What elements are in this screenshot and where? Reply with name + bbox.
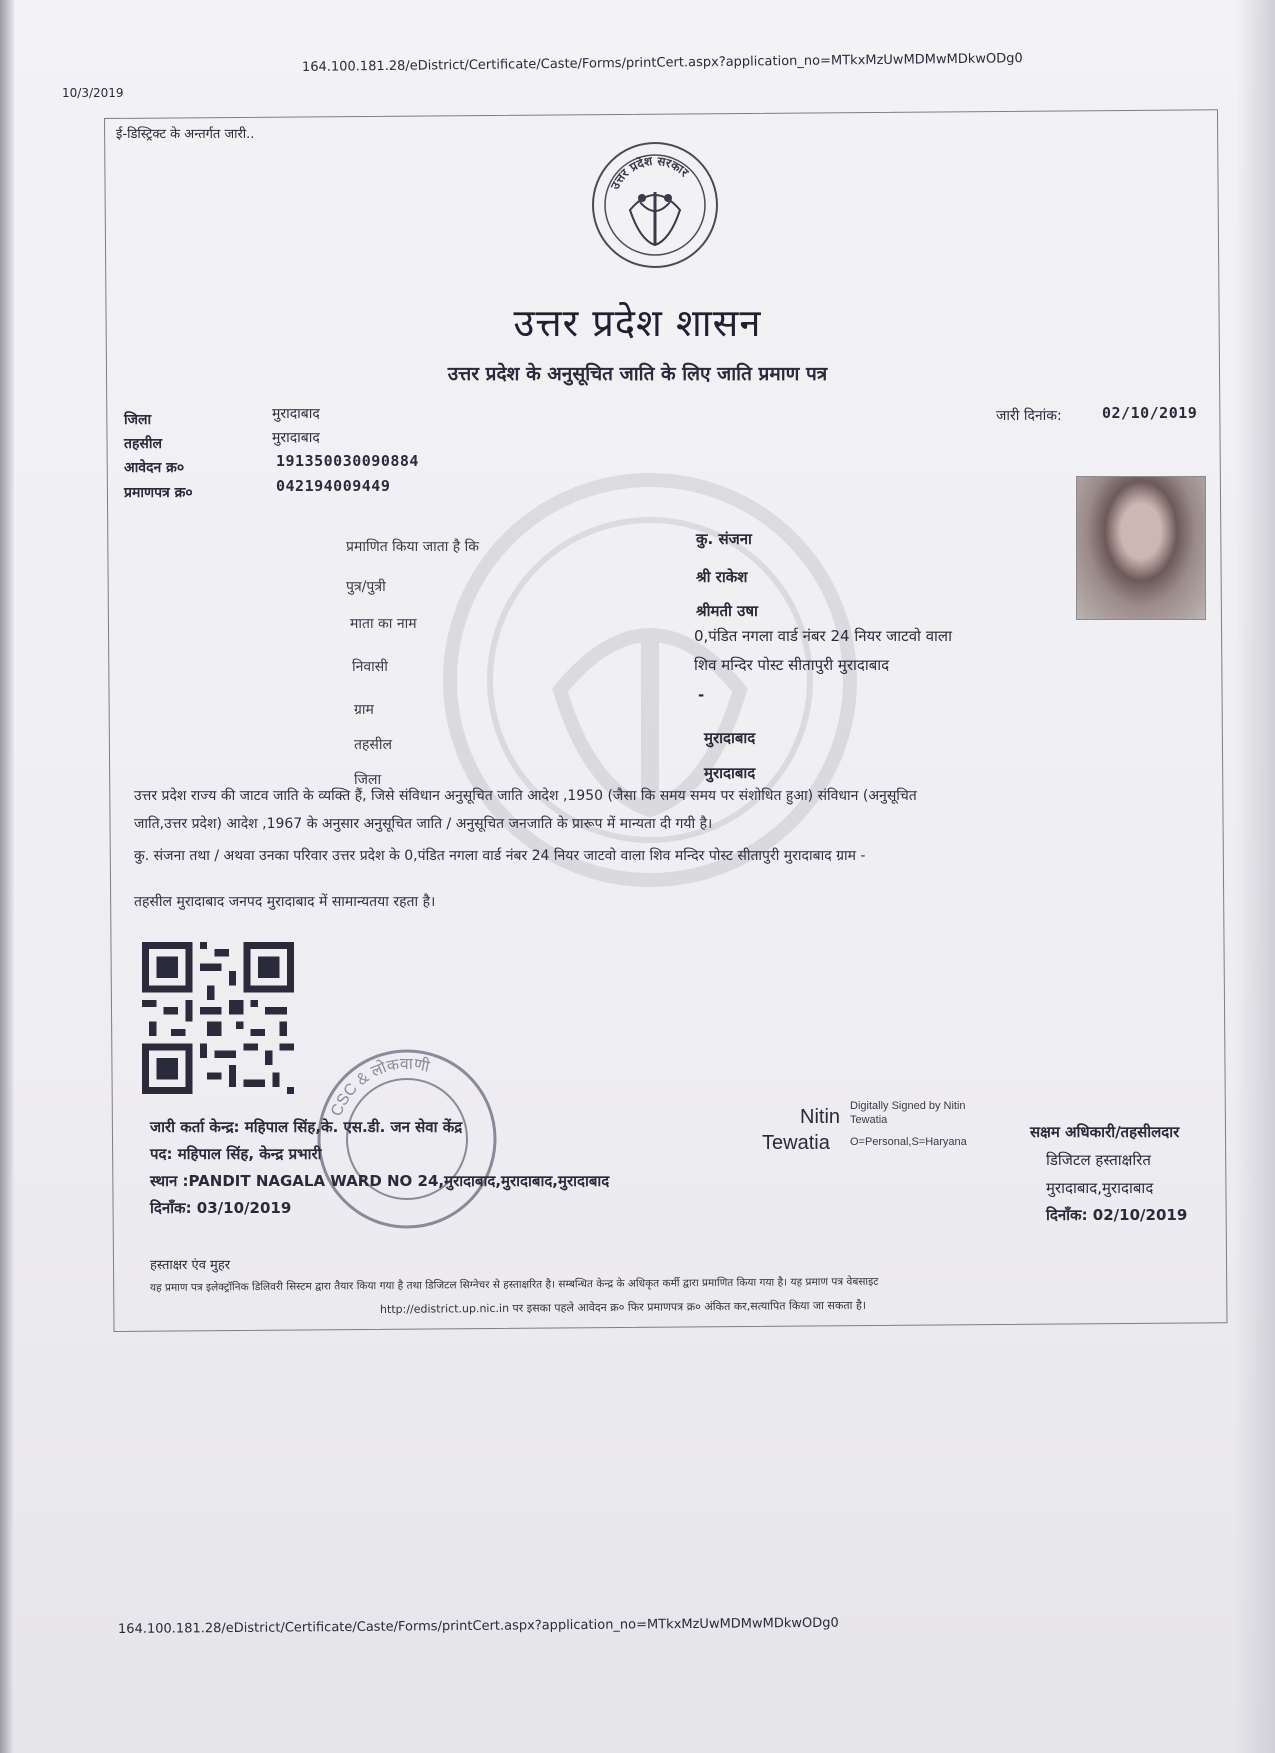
application-number: 191350030090884 bbox=[276, 452, 419, 470]
authority-date: दिनाँक: 02/10/2019 bbox=[1046, 1206, 1188, 1224]
resident-address-line1: 0,पंडित नगला वार्ड नंबर 24 नियर जाटवो वाला bbox=[694, 627, 952, 645]
issue-date: 02/10/2019 bbox=[1102, 404, 1198, 422]
applicant-photo bbox=[1076, 476, 1206, 620]
certificate-number: 042194009449 bbox=[276, 477, 391, 495]
issue-date-label: जारी दिनांक: bbox=[996, 408, 1062, 424]
resident-label: निवासी bbox=[352, 659, 388, 675]
signature-org: O=Personal,S=Haryana bbox=[850, 1135, 967, 1148]
certified-label: प्रमाणित किया जाता है कि bbox=[346, 539, 480, 555]
issuer-date: दिनाँक: 03/10/2019 bbox=[150, 1199, 292, 1217]
signed-by-line-2: Tewatia bbox=[850, 1113, 888, 1126]
mother-name: श्रीमती उषा bbox=[696, 602, 758, 620]
signer-last-name: Tewatia bbox=[762, 1132, 830, 1154]
village-value: - bbox=[698, 686, 705, 704]
detail-district-label: जिला bbox=[354, 772, 382, 788]
village-label: ग्राम bbox=[354, 702, 374, 718]
district-value: मुरादाबाद bbox=[272, 406, 320, 422]
detail-district-value: मुरादाबाद bbox=[704, 764, 756, 782]
digital-signature-details bbox=[850, 1100, 967, 1149]
authority-place: मुरादाबाद,मुरादाबाद bbox=[1046, 1179, 1154, 1197]
issued-under-label: ई-डिस्ट्रिक्ट के अन्तर्गत जारी.. bbox=[116, 127, 255, 142]
authority-designation: सक्षम अधिकारी/तहसीलदार bbox=[1030, 1123, 1180, 1141]
tehsil-label: तहसील bbox=[124, 436, 162, 452]
application-label: आवेदन क्र० bbox=[124, 460, 185, 476]
qr-code bbox=[142, 942, 294, 1094]
issuing-centre: जारी कर्ता केन्द्र: महिपाल सिंह,के. एस.डी. जन सेवा केंद्र bbox=[150, 1118, 463, 1136]
signer-first-name: Nitin bbox=[800, 1106, 841, 1128]
print-url-header: 164.100.181.28/eDistrict/Certificate/Caste/Forms/printCert.aspx?application_no=MTkxMzUwMDMwMDkwODg0 bbox=[301, 51, 1023, 75]
child-of-label: पुत्र/पुत्री bbox=[346, 579, 386, 595]
svg-text:CSC & लोकवाणी bbox=[328, 1054, 432, 1119]
verification-url-text: http://edistrict.up.nic.in पर इसका पहले आवेदन क्र० फिर प्रमाणपत्र क्र० अंकित कर,सत्यापित किया जा सकता है। bbox=[379, 1298, 867, 1316]
applicant-name: कु. संजना bbox=[696, 530, 752, 548]
detail-tehsil-label: तहसील bbox=[354, 737, 392, 753]
residence-declaration-line1: कु. संजना तथा / अथवा उनका परिवार उत्तर प्रदेश के 0,पंडित नगला वार्ड नंबर 24 नियर जाटवो वाला शिव मन्दिर पोस्ट सीतापुरी मुरादाबाद ग्राम - bbox=[134, 848, 866, 864]
print-date: 10/3/2019 bbox=[62, 86, 124, 100]
caste-declaration-line2: जाति,उत्तर प्रदेश) आदेश ,1967 के अनुसार अनुसूचित जाति / अनुसूचित जनजाति के प्रारूप में मान्यता दी गयी है। bbox=[134, 816, 713, 832]
district-label: जिला bbox=[124, 412, 152, 428]
residence-declaration-line2: तहसील मुरादाबाद जनपद मुरादाबाद में सामान्यतया रहता है। bbox=[134, 894, 436, 910]
digital-signature-name bbox=[762, 1104, 840, 1156]
up-emblem-icon bbox=[590, 140, 720, 270]
scan-right-shadow bbox=[1235, 0, 1275, 1753]
certificate-title: उत्तर प्रदेश शासन bbox=[513, 301, 762, 345]
certificate-number-label: प्रमाणपत्र क्र० bbox=[124, 485, 193, 501]
tehsil-value: मुरादाबाद bbox=[272, 430, 320, 446]
svg-text:उत्तर प्रदेश सरकार bbox=[607, 154, 692, 193]
detail-tehsil-value: मुरादाबाद bbox=[704, 729, 756, 747]
authority-signed: डिजिटल हस्ताक्षरित bbox=[1046, 1151, 1151, 1169]
csc-stamp bbox=[312, 1044, 502, 1234]
issuer-place: स्थान :PANDIT NAGALA WARD NO 24,मुरादाबाद,मुरादाबाद,मुरादाबाद bbox=[150, 1172, 610, 1190]
scan-edge-shadow bbox=[0, 0, 14, 1753]
stamp-text: CSC & लोकवाणी bbox=[328, 1055, 431, 1119]
father-name: श्री राकेश bbox=[696, 568, 748, 586]
sign-seal-label: हस्ताक्षर एंव मुहर bbox=[150, 1258, 231, 1273]
caste-declaration-line1: उत्तर प्रदेश राज्य की जाटव जाति के व्यक्ति हैं, जिसे संविधान अनुसूचित जाति आदेश ,1950 (जैसा कि समय समय पर संशोधित हुआ) संविधान (अनुसूचित bbox=[134, 788, 917, 804]
print-url-footer: 164.100.181.28/eDistrict/Certificate/Caste/Forms/printCert.aspx?application_no=MTkxMzUwMDMwMDkwODg0 bbox=[117, 1615, 839, 1637]
issuer-post: पद: महिपाल सिंह, केन्द्र प्रभारी bbox=[150, 1145, 322, 1163]
mother-label: माता का नाम bbox=[350, 616, 417, 632]
resident-address-line2: शिव मन्दिर पोस्ट सीतापुरी मुरादाबाद bbox=[694, 656, 890, 674]
signed-by-line: Digitally Signed by Nitin bbox=[850, 1100, 966, 1112]
emblem-text: उत्तर प्रदेश सरकार bbox=[607, 153, 692, 192]
certificate-subtitle: उत्तर प्रदेश के अनुसूचित जाति के लिए जाति प्रमाण पत्र bbox=[447, 363, 828, 385]
disclaimer-text: यह प्रमाण पत्र इलेक्ट्रॉनिक डिलिवरी सिस्टम द्वारा तैयार किया गया है तथा डिजिटल सिग्नेचर से हस्ताक्षरित है। सम्बन्धित केन्द्र के अधिकृत कर्मी द्वारा प्रमाणित किया गया है। यह प्रमाण पत्र वेबसाइट bbox=[149, 1275, 879, 1294]
